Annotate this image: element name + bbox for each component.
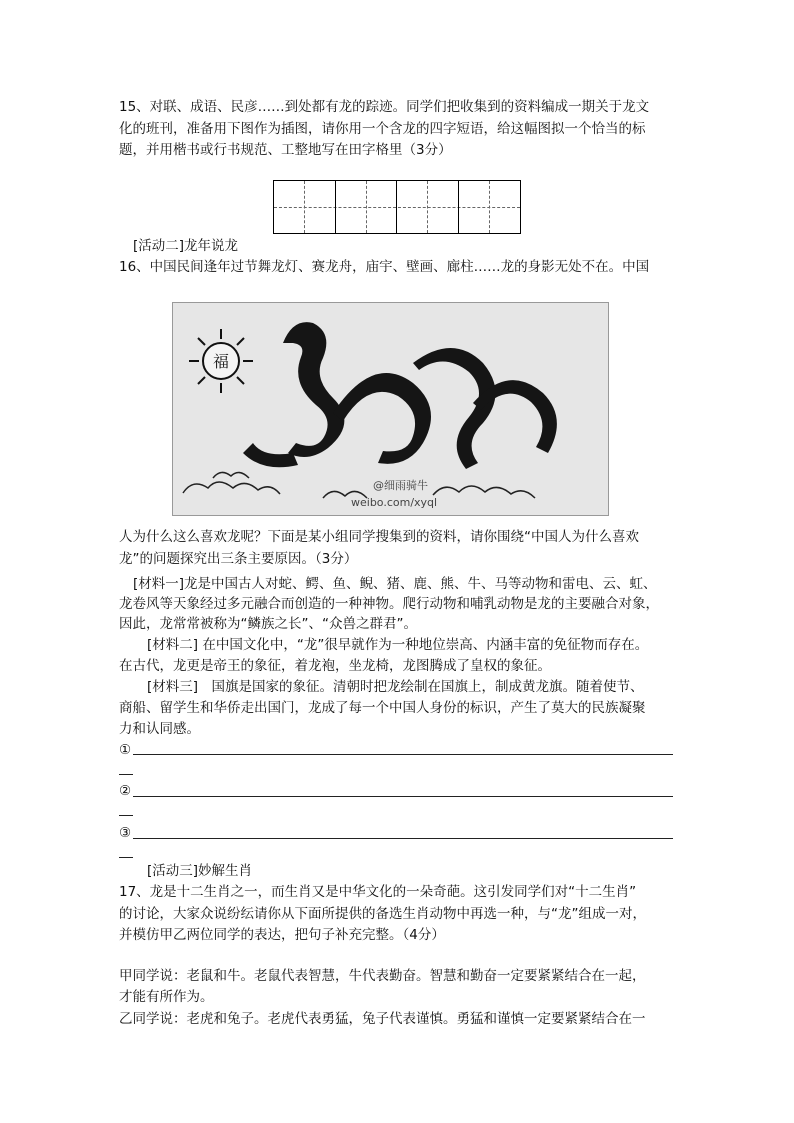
answer-line-1-continuation [119, 774, 133, 775]
q17-line3: 并模仿甲乙两位同学的表达，把句子补充完整。（4分） [119, 927, 445, 943]
watermark-url: weibo.com/xyql [351, 496, 438, 509]
tianzi-grid[interactable] [273, 180, 521, 234]
material1-line1: [材料一]龙是中国古人对蛇、鳄、鱼、鲵、猪、鹿、熊、牛、马等动物和雷电、云、虹、 [133, 576, 657, 592]
q17-example-yi-line1: 乙同学说：老虎和兔子。老虎代表勇猛，兔子代表谨慎。勇猛和谨慎一定要紧紧结合在一 [119, 1011, 646, 1027]
material2-line2: 在古代，龙更是帝王的象征，着龙袍，坐龙椅，龙图腾成了皇权的象征。 [119, 658, 551, 674]
cloud-decoration [183, 472, 535, 498]
activity3-heading: [活动三]妙解生肖 [147, 863, 253, 879]
answer-line-2[interactable] [133, 795, 673, 797]
dragon-body [243, 322, 557, 469]
material2-line1: [材料二] 在中国文化中，“龙”很早就作为一种地位崇高、内涵丰富的免征物而存在。 [147, 637, 649, 653]
material1-line3: 因此，龙常常被称为“鳞族之长”、“众兽之群君”。 [119, 616, 417, 632]
q15-line3: 题，并用楷书或行书规范、工整地写在田字格里（3分） [119, 142, 452, 158]
watermark-handle: @细雨骑牛 [373, 479, 428, 492]
q17-example-jia-line2: 才能有所作为。 [119, 989, 214, 1005]
grid-cell[interactable] [274, 181, 336, 233]
answer-number-1: ① [119, 742, 132, 758]
material1-line2: 龙卷风等天象经过多元融合而创造的一种神物。爬行动物和哺乳动物是龙的主要融合对象， [119, 596, 659, 612]
sun-character: 福 [213, 352, 230, 371]
material3-line2: 商船、留学生和华侨走出国门，龙成了每一个中国人身份的标识，产生了莫大的民族凝聚 [119, 700, 646, 716]
answer-number-2: ② [119, 783, 132, 799]
q17-example-jia-line1: 甲同学说：老鼠和牛。老鼠代表智慧，牛代表勤奋。智慧和勤奋一定要紧紧结合在一起， [119, 968, 646, 984]
activity2-heading: [活动二]龙年说龙 [133, 238, 239, 254]
grid-cell[interactable] [336, 181, 398, 233]
q15-line1: 15、对联、成语、民彦……到处都有龙的踪迹。同学们把收集到的资料编成一期关于龙文 [119, 99, 650, 115]
q15-line2: 化的班刊，准备用下图作为插图，请你用一个含龙的四字短语，给这幅图拟一个恰当的标 [119, 121, 646, 137]
dragon-illustration [172, 302, 609, 516]
q17-line1: 17、龙是十二生肖之一，而生肖又是中华文化的一朵奇葩。这引发同学们对“十二生肖” [119, 884, 637, 900]
q16-line3: 龙”的问题探究出三条主要原因。（3分） [119, 551, 358, 567]
answer-number-3: ③ [119, 825, 132, 841]
answer-line-2-continuation [119, 815, 133, 816]
answer-line-3-continuation [119, 857, 133, 858]
grid-cell[interactable] [397, 181, 459, 233]
q16-line2: 人为什么这么喜欢龙呢？下面是某小组同学搜集到的资料，请你围绕“中国人为什么喜欢 [119, 529, 639, 545]
answer-line-1[interactable] [133, 753, 673, 755]
q16-line1: 16、中国民间逢年过节舞龙灯、赛龙舟，庙宇、壁画、廊柱……龙的身影无处不在。中国 [119, 259, 650, 275]
material3-line1: [材料三] 国旗是国家的象征。清朝时把龙绘制在国旗上，制成黄龙旗。随着使节、 [147, 679, 644, 695]
grid-cell[interactable] [459, 181, 521, 233]
material3-line3: 力和认同感。 [119, 721, 200, 737]
answer-line-3[interactable] [133, 837, 673, 839]
q17-line2: 的讨论，大家众说纷纭请你从下面所提供的备选生肖动物中再选一种，与“龙”组成一对， [119, 906, 646, 922]
